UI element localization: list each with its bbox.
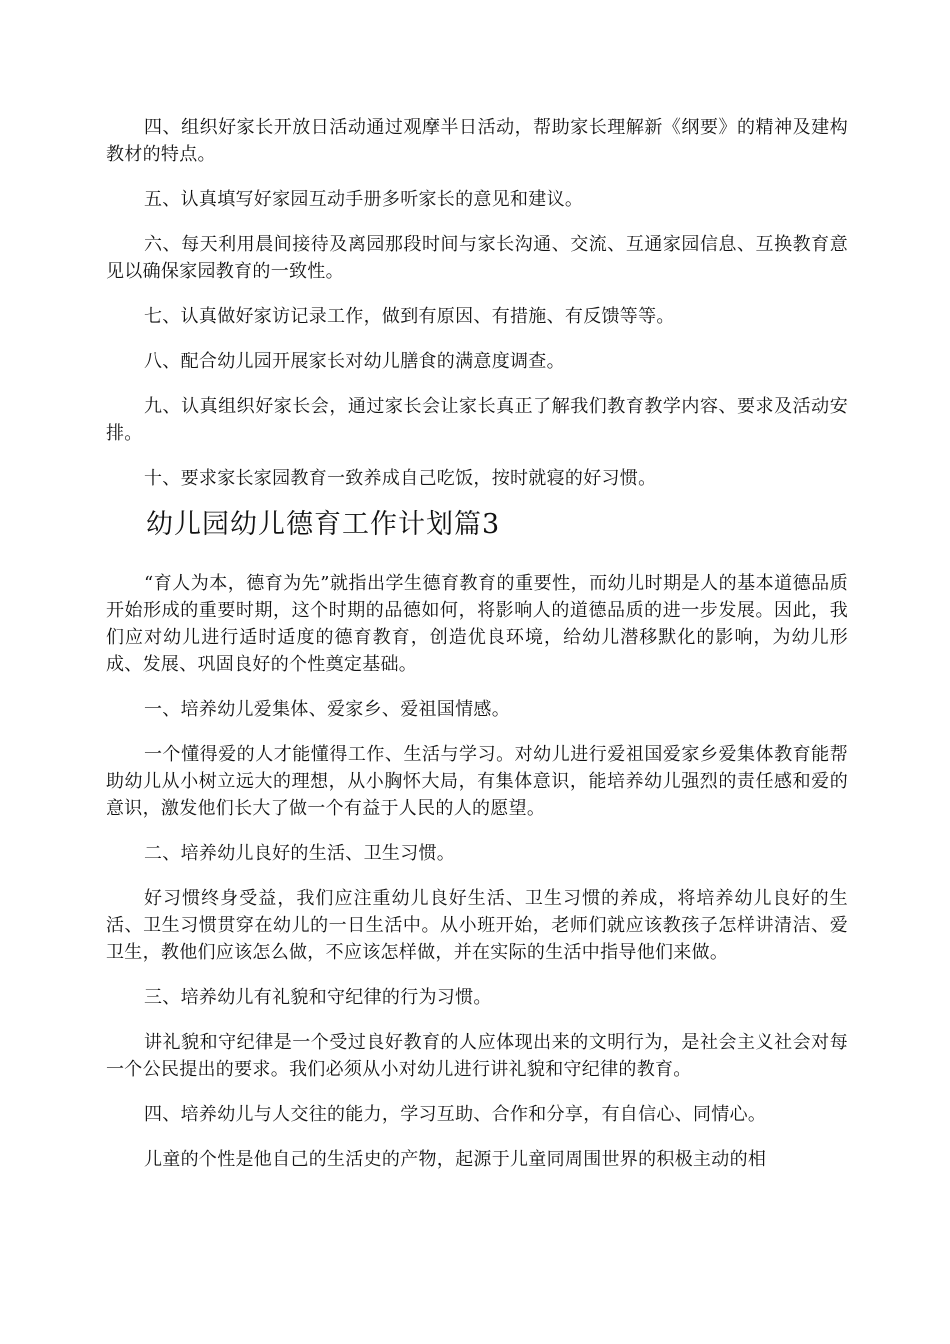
list-item-heading: 二、培养幼儿良好的生活、卫生习惯。 — [144, 843, 456, 864]
paragraph: 五、认真填写好家园互动手册多听家长的意见和建议。 — [144, 189, 584, 210]
paragraph: 一个懂得爱的人才能懂得工作、生活与学习。对幼儿进行爱祖国爱家乡爱集体教育能帮助幼儿从小树立远大的理想，从小胸怀大局，有集体意识，能培养幼儿强烈的责任感和爱的意识，激发他们长大了做一个有益于人民的人的愿望。 — [106, 744, 848, 819]
paragraph: 好习惯终身受益，我们应注重幼儿良好生活、卫生习惯的养成，将培养幼儿良好的生活、卫生习惯贯穿在幼儿的一日生活中。从小班开始，老师们就应该教孩子怎样讲清洁、爱卫生，教他们应该怎么做，不应该怎样做，并在实际的生活中指导他们来做。 — [106, 888, 848, 963]
list-item-heading: 四、培养幼儿与人交往的能力，学习互助、合作和分享，有自信心、同情心。 — [144, 1104, 767, 1125]
paragraph: 四、组织好家长开放日活动通过观摩半日活动，帮助家长理解新《纲要》的精神及建构教材的特点。 — [106, 117, 848, 165]
paragraph: 儿童的个性是他自己的生活史的产物，起源于儿童同周围世界的积极主动的相 — [144, 1149, 767, 1170]
paragraph: 六、每天利用晨间接待及离园那段时间与家长沟通、交流、互通家园信息、互换教育意见以确保家园教育的一致性。 — [106, 234, 848, 282]
document-page — [106, 114, 848, 1173]
list-item-heading: 三、培养幼儿有礼貌和守纪律的行为习惯。 — [144, 987, 492, 1008]
paragraph: 八、配合幼儿园开展家长对幼儿膳食的满意度调查。 — [144, 351, 565, 372]
paragraph: 九、认真组织好家长会，通过家长会让家长真正了解我们教育教学内容、要求及活动安排。 — [106, 396, 848, 444]
paragraph: 讲礼貌和守纪律是一个受过良好教育的人应体现出来的文明行为，是社会主义社会对每一个公民提出的要求。我们必须从小对幼儿进行讲礼貌和守纪律的教育。 — [106, 1032, 848, 1080]
list-item-heading: 一、培养幼儿爱集体、爱家乡、爱祖国情感。 — [144, 699, 510, 720]
paragraph: 七、认真做好家访记录工作，做到有原因、有措施、有反馈等等。 — [144, 306, 675, 327]
paragraph: 十、要求家长家园教育一致养成自己吃饭，按时就寝的好习惯。 — [144, 468, 657, 489]
intro-paragraph: “育人为本，德育为先”就指出学生德育教育的重要性，而幼儿时期是人的基本道德品质开始形成的重要时期，这个时期的品德如何，将影响人的道德品质的进一步发展。因此，我们应对幼儿进行适时适度的德育教育，创造优良环境，给幼儿潜移默化的影响，为幼儿形成、发展、巩固良好的个性奠定基础。 — [106, 573, 848, 675]
section-heading: 幼儿园幼儿德育工作计划篇3 — [146, 509, 501, 540]
